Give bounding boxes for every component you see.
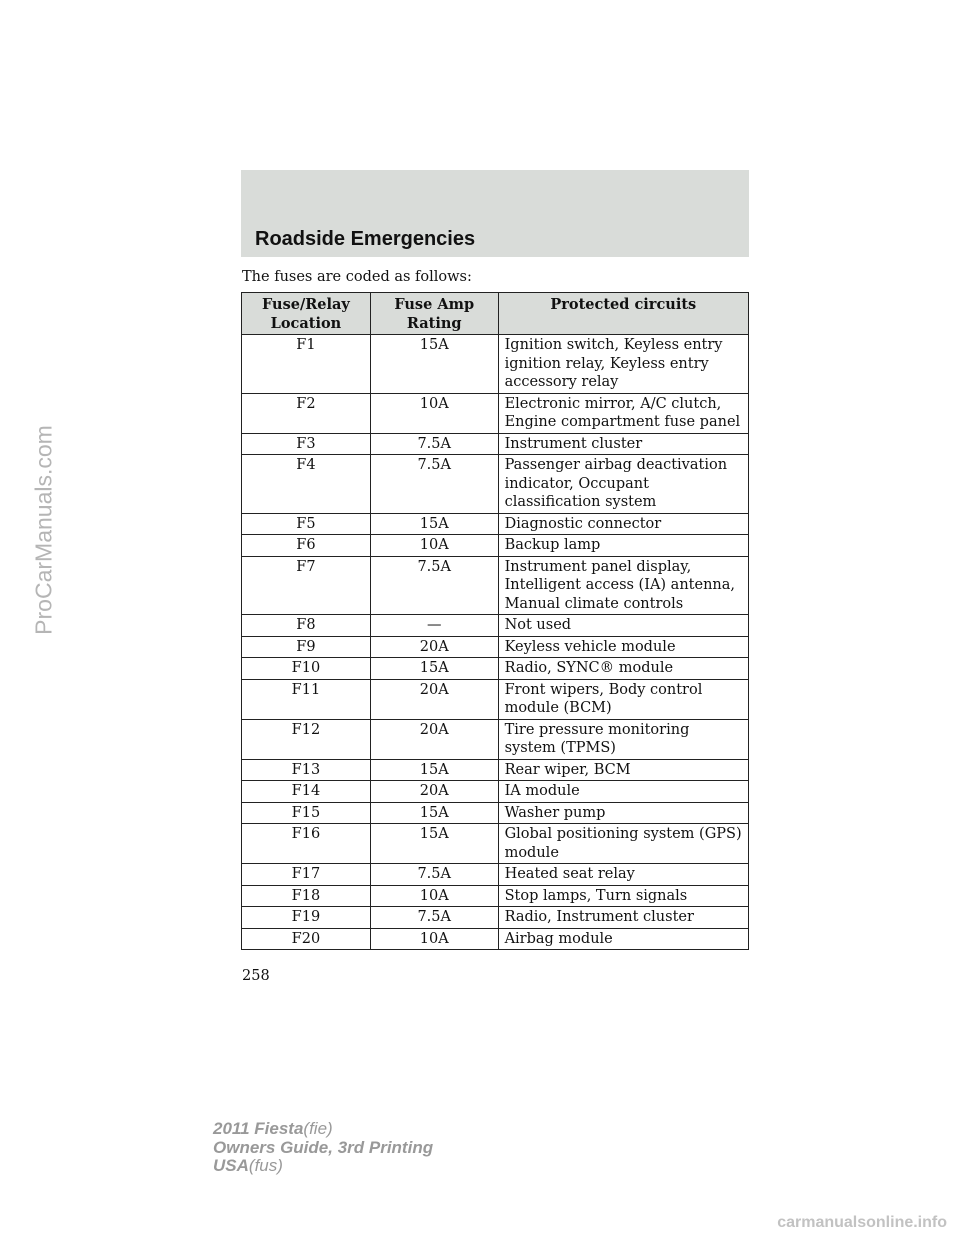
table-row: [242, 455, 749, 514]
protected-circuits-cell: Not used: [498, 615, 748, 637]
footer-market-code: (fus): [248, 1156, 283, 1175]
table-row: [242, 759, 749, 781]
fuse-location-cell: F14: [242, 781, 371, 803]
fuse-table-body: [242, 335, 749, 950]
intro-text: The fuses are coded as follows:: [242, 269, 472, 285]
protected-circuits-cell: Washer pump: [498, 802, 748, 824]
fuse-location-cell: F12: [242, 719, 371, 759]
fuse-location-cell: F6: [242, 535, 371, 557]
table-row: [242, 802, 749, 824]
table-row: [242, 433, 749, 455]
fuse-amp-cell: 7.5A: [370, 455, 498, 514]
fuse-amp-cell: 15A: [370, 658, 498, 680]
protected-circuits-cell: Instrument panel display, Intelligent access (IA) antenna, Manual climate controls: [498, 556, 748, 615]
fuse-amp-cell: 15A: [370, 759, 498, 781]
protected-circuits-cell: Radio, SYNC® module: [498, 658, 748, 680]
fuse-location-cell: F15: [242, 802, 371, 824]
fuse-amp-cell: 10A: [370, 928, 498, 950]
table-row: [242, 824, 749, 864]
protected-circuits-cell: Rear wiper, BCM: [498, 759, 748, 781]
fuse-amp-cell: 15A: [370, 802, 498, 824]
footer-model-code: (fie): [303, 1119, 333, 1138]
table-row: [242, 719, 749, 759]
fuse-amp-cell: 7.5A: [370, 556, 498, 615]
table-row: [242, 335, 749, 394]
protected-circuits-cell: Passenger airbag deactivation indicator, Occupant classification system: [498, 455, 748, 514]
fuse-location-cell: F1: [242, 335, 371, 394]
table-row: [242, 556, 749, 615]
table-row: [242, 615, 749, 637]
protected-circuits-cell: Global positioning system (GPS) module: [498, 824, 748, 864]
section-header-band: [241, 170, 749, 257]
column-header-amp-rating: Fuse Amp Rating: [370, 293, 498, 335]
fuse-location-cell: F3: [242, 433, 371, 455]
fuse-location-cell: F8: [242, 615, 371, 637]
protected-circuits-cell: Heated seat relay: [498, 864, 748, 886]
footer-model: 2011 Fiesta: [213, 1119, 304, 1138]
footer-market: USA: [213, 1156, 249, 1175]
fuse-amp-cell: 15A: [370, 824, 498, 864]
protected-circuits-cell: Front wipers, Body control module (BCM): [498, 679, 748, 719]
fuse-amp-cell: 10A: [370, 885, 498, 907]
table-row: [242, 781, 749, 803]
fuse-location-cell: F10: [242, 658, 371, 680]
fuse-location-cell: F19: [242, 907, 371, 929]
fuse-amp-cell: 20A: [370, 679, 498, 719]
table-row: [242, 636, 749, 658]
watermark-left-text: ProCarManuals.com: [30, 425, 57, 635]
fuse-table: [241, 292, 749, 950]
fuse-amp-cell: 15A: [370, 513, 498, 535]
column-header-location: Fuse/Relay Location: [242, 293, 371, 335]
protected-circuits-cell: Diagnostic connector: [498, 513, 748, 535]
column-header-protected-circuits: Protected circuits: [498, 293, 748, 335]
fuse-amp-cell: 7.5A: [370, 864, 498, 886]
fuse-amp-cell: 15A: [370, 335, 498, 394]
fuse-location-cell: F13: [242, 759, 371, 781]
table-row: [242, 885, 749, 907]
protected-circuits-cell: Stop lamps, Turn signals: [498, 885, 748, 907]
fuse-amp-cell: 10A: [370, 393, 498, 433]
fuse-location-cell: F17: [242, 864, 371, 886]
fuse-amp-cell: 20A: [370, 636, 498, 658]
table-row: [242, 658, 749, 680]
table-row: [242, 928, 749, 950]
fuse-amp-cell: 7.5A: [370, 433, 498, 455]
section-title: Roadside Emergencies: [255, 228, 476, 250]
protected-circuits-cell: Radio, Instrument cluster: [498, 907, 748, 929]
fuse-location-cell: F9: [242, 636, 371, 658]
page-number: 258: [242, 968, 270, 984]
fuse-location-cell: F18: [242, 885, 371, 907]
fuse-amp-cell: 20A: [370, 719, 498, 759]
fuse-location-cell: F20: [242, 928, 371, 950]
table-row: [242, 535, 749, 557]
table-row: [242, 513, 749, 535]
table-row: [242, 393, 749, 433]
fuse-amp-cell: —: [370, 615, 498, 637]
fuse-location-cell: F2: [242, 393, 371, 433]
fuse-location-cell: F7: [242, 556, 371, 615]
fuse-amp-cell: 10A: [370, 535, 498, 557]
document-footer: [213, 1120, 433, 1176]
protected-circuits-cell: Instrument cluster: [498, 433, 748, 455]
protected-circuits-cell: Airbag module: [498, 928, 748, 950]
protected-circuits-cell: Ignition switch, Keyless entry ignition relay, Keyless entry accessory relay: [498, 335, 748, 394]
fuse-location-cell: F16: [242, 824, 371, 864]
fuse-location-cell: F11: [242, 679, 371, 719]
protected-circuits-cell: Electronic mirror, A/C clutch, Engine compartment fuse panel: [498, 393, 748, 433]
table-row: [242, 907, 749, 929]
table-row: [242, 864, 749, 886]
table-header-row: [242, 293, 749, 335]
watermark-bottom: carmanualsonline.info: [777, 1214, 947, 1231]
fuse-location-cell: F5: [242, 513, 371, 535]
protected-circuits-cell: IA module: [498, 781, 748, 803]
fuse-amp-cell: 7.5A: [370, 907, 498, 929]
protected-circuits-cell: Tire pressure monitoring system (TPMS): [498, 719, 748, 759]
protected-circuits-cell: Keyless vehicle module: [498, 636, 748, 658]
fuse-location-cell: F4: [242, 455, 371, 514]
fuse-amp-cell: 20A: [370, 781, 498, 803]
table-row: [242, 679, 749, 719]
protected-circuits-cell: Backup lamp: [498, 535, 748, 557]
footer-edition: Owners Guide, 3rd Printing: [213, 1137, 434, 1157]
